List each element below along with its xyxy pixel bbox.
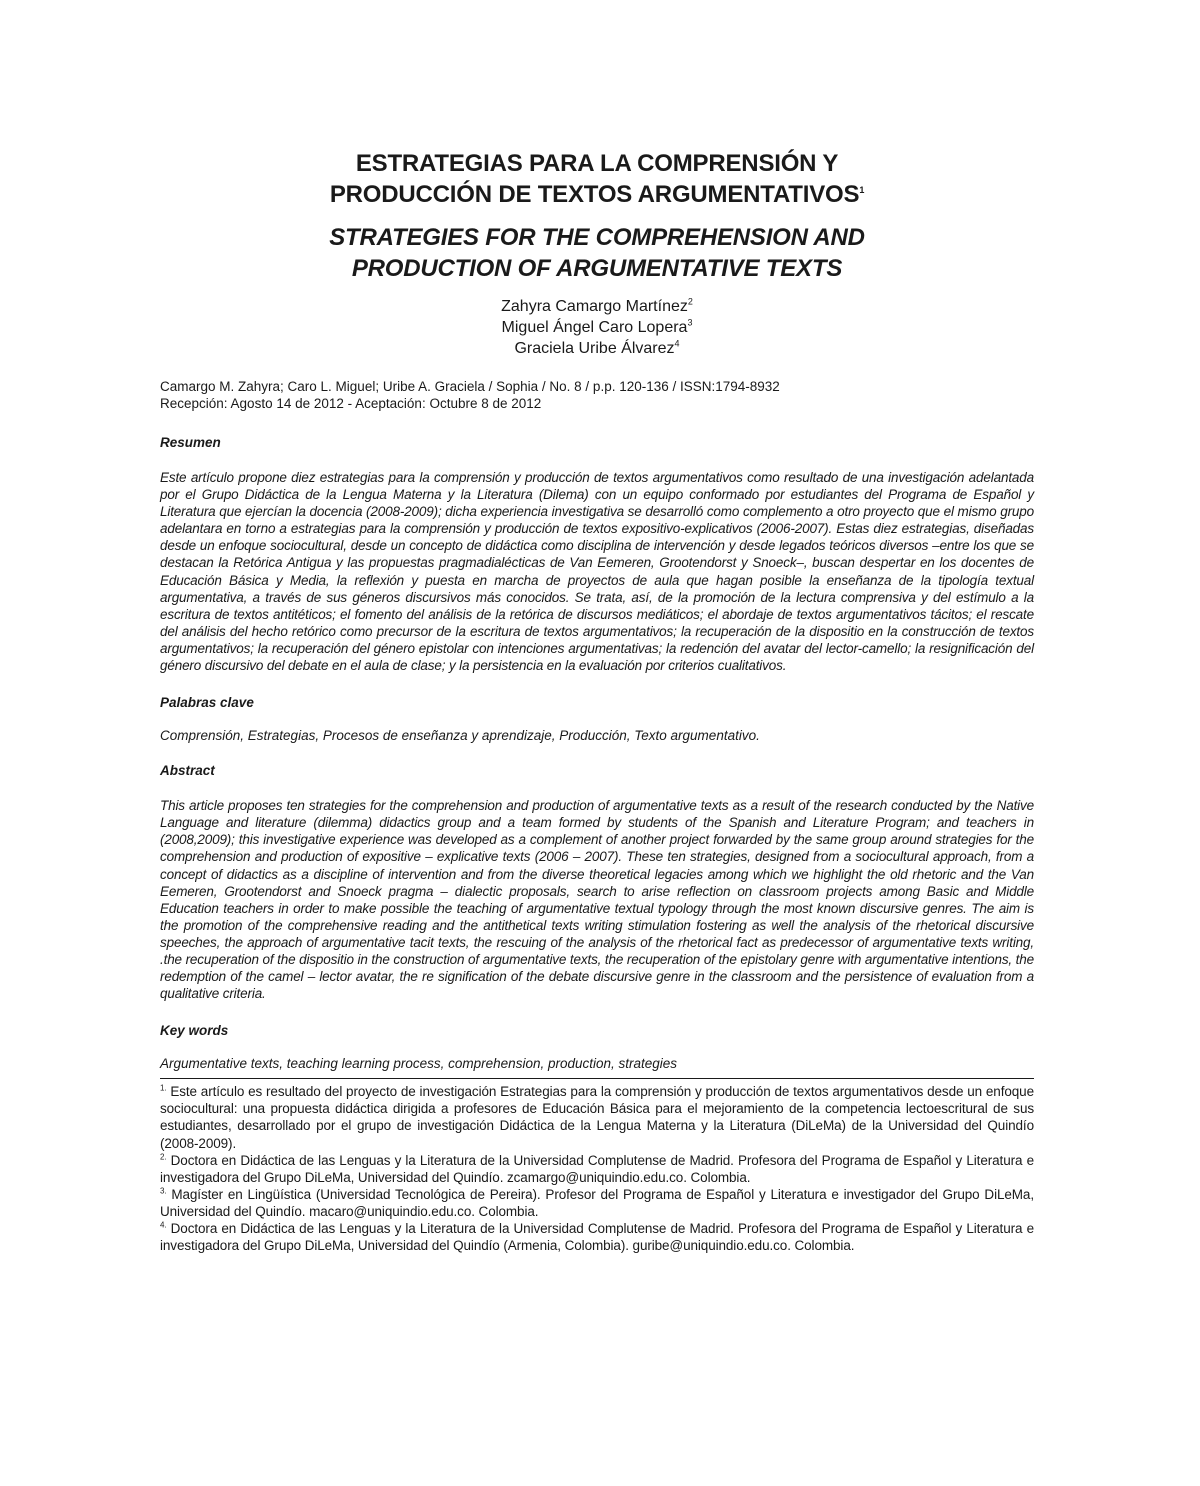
footnote-marker: 2.: [160, 1152, 167, 1162]
footnote-3: [160, 1186, 1034, 1220]
title-spanish-line-2: PRODUCCIÓN DE TEXTOS ARGUMENTATIVOS: [329, 181, 860, 208]
title-english-line-1: STRATEGIES FOR THE COMPREHENSION AND: [329, 224, 865, 251]
author-name: Graciela Uribe Álvarez: [514, 340, 675, 357]
resumen-text: Este artículo propone diez estrategias para la comprensión y producción de textos argumentativos como resultado de una investigación adelantada por el Grupo Didáctica de la Lengua Materna y la Literatura (Dilema) con un equipo conformado por estudiantes del Programa de Español y Literatura que ejercían la docencia (2008-2009); dicha experiencia investigativa se desarrolló como complemento a otro proyecto que el mismo grupo adelantara en torno a estrategias para la comprensión y producción de textos expositivo-explicativos (2006-2007). Estas diez estrategias, diseñadas desde un enfoque sociocultural, desde un concepto de didáctica como disciplina de intervención y desde legados teóricos diversos –entre los que se destacan la Retórica Antigua y las propuestas pragmadialécticas de Van Eemeren, Grootendorst y Snoeck–, buscan despertar en los docentes de Educación Básica y Media, la reflexión y puesta en marcha de proyectos de aula que hagan posible la enseñanza de la tipología textual argumentativa, a través de sus géneros discursivos más conocidos. Se trata, así, de la promoción de la lectura comprensiva y del estímulo a la escritura de textos antitéticos; el fomento del análisis de la retórica de discursos mediáticos; el abordaje de textos argumentativos tácitos; el rescate del análisis del hecho retórico como precursor de la escritura de textos argumentativos; la recuperación de la dispositio en la construcción de textos argumentativos; la recuperación del género epistolar con intenciones argumentativas; la redención del avatar del lector-camello; la resignificación del género discursivo del debate en el aula de clase; y la persistencia en la evaluación por criterios cualitativos.: [160, 470, 1034, 674]
author-footnote-marker: 4: [674, 338, 680, 349]
footnote-marker: 4.: [160, 1220, 167, 1230]
abstract-text: This article proposes ten strategies for the comprehension and production of argumentative texts as a result of the research conducted by the Native Language and literature (dilemma) didactics group and a team formed by students of the Spanish and Literature Program; and teachers in (2008,2009); this investigative experience was developed as a complement of another project forwarded by the same group around strategies for the comprehension and production of expositive – explicative texts (2006 – 2007). These ten strategies, designed from a sociocultural approach, from a concept of didactics as a discipline of intervention and from the diverse theoretical legacies among which we highlight the old rhetoric and the Van Eemeren, Grootendorst and Snoeck pragma – dialectic proposals, search to arise reflection on classroom projects among Basic and Middle Education teachers in order to make possible the teaching of argumentative textual typology through the most known discursive genres. The aim is the promotion of the comprehensive reading and the antithetical texts writing stimulation fostering as well the analysis of the rhetorical discursive speeches, the approach of argumentative tacit texts, the rescuing of the analysis of the rhetorical fact as predecessor of argumentative texts writing, .the recuperation of the dispositio in the construction of argumentative texts, the recuperation of the epistolary genre with argumentative intentions, the redemption of the camel – lector avatar, the re signification of the debate discursive genre in the classroom and the persistence of evaluation from a qualitative criteria.: [160, 798, 1034, 1002]
footnote-text: Doctora en Didáctica de las Lenguas y la Literatura de la Universidad Complutense de Madrid. Profesora del Programa de Español y Literatura e investigadora del Grupo DiLeMa, Universidad del Quindío (Armenia, Colombia). guribe@uniquindio.edu.co. Colombia.: [160, 1221, 1034, 1254]
author-footnote-marker: 3: [687, 317, 693, 328]
footnote-marker: 1.: [160, 1083, 167, 1093]
footnote-4: [160, 1220, 1034, 1254]
paper-page: [160, 0, 1034, 1254]
author-footnote-marker: 2: [687, 296, 693, 307]
author-2: [160, 317, 1034, 338]
author-3: [160, 338, 1034, 359]
keywords-heading: Key words: [160, 1023, 229, 1039]
title-english-line-2: PRODUCTION OF ARGUMENTATIVE TEXTS: [351, 255, 843, 282]
palabras-clave-text: Comprensión, Estrategias, Procesos de enseñanza y aprendizaje, Producción, Texto argumentativo.: [160, 728, 760, 744]
footnote-text: Magíster en Lingüística (Universidad Tecnológica de Pereira). Profesor del Programa de Español y Literatura e investigador del Grupo DiLeMa, Universidad del Quindío. macaro@uniquindio.edu.co. Colombia.: [160, 1186, 1034, 1219]
footnote-1: [160, 1083, 1034, 1151]
reception-line: Recepción: Agosto 14 de 2012 - Aceptación: Octubre 8 de 2012: [160, 396, 542, 411]
footnotes: [160, 1078, 1034, 1254]
palabras-clave-heading: Palabras clave: [160, 695, 254, 711]
footnote-text: Este artículo es resultado del proyecto de investigación Estrategias para la comprensión y producción de textos argumentativos desde un enfoque sociocultural: una propuesta didáctica dirigida a profesores de Educación Básica para el mejoramiento de la competencia lectoescritural de sus estudiantes, desarrollado por el grupo de investigación Didáctica de la Lengua Materna y la Literatura (DiLeMa) de la Universidad del Quindío (2008-2009).: [160, 1084, 1034, 1151]
title-english: [160, 222, 1034, 284]
title-footnote-marker: 1: [859, 185, 865, 195]
author-name: Zahyra Camargo Martínez: [501, 298, 688, 315]
author-name: Miguel Ángel Caro Lopera: [501, 319, 688, 336]
keywords-text: Argumentative texts, teaching learning process, comprehension, production, strategies: [160, 1056, 678, 1072]
author-list: [160, 296, 1034, 359]
title-spanish-line-1: ESTRATEGIAS PARA LA COMPRENSIÓN Y: [355, 150, 839, 177]
citation-line: Camargo M. Zahyra; Caro L. Miguel; Uribe A. Graciela / Sophia / No. 8 / p.p. 120-136 / ISSN:1794-8932: [160, 379, 780, 394]
author-1: [160, 296, 1034, 317]
abstract-heading: Abstract: [160, 763, 215, 779]
footnote-2: [160, 1152, 1034, 1186]
footnote-text: Doctora en Didáctica de las Lenguas y la Literatura de la Universidad Complutense de Madrid. Profesora del Programa de Español y Literatura e investigadora del Grupo DiLeMa, Universidad del Quindío. zcamargo@uniquindio.edu.co. Colombia.: [160, 1152, 1034, 1185]
title-spanish: [160, 148, 1034, 210]
footnote-marker: 3.: [160, 1186, 167, 1196]
citation-block: [160, 378, 1034, 412]
resumen-heading: Resumen: [160, 435, 221, 450]
